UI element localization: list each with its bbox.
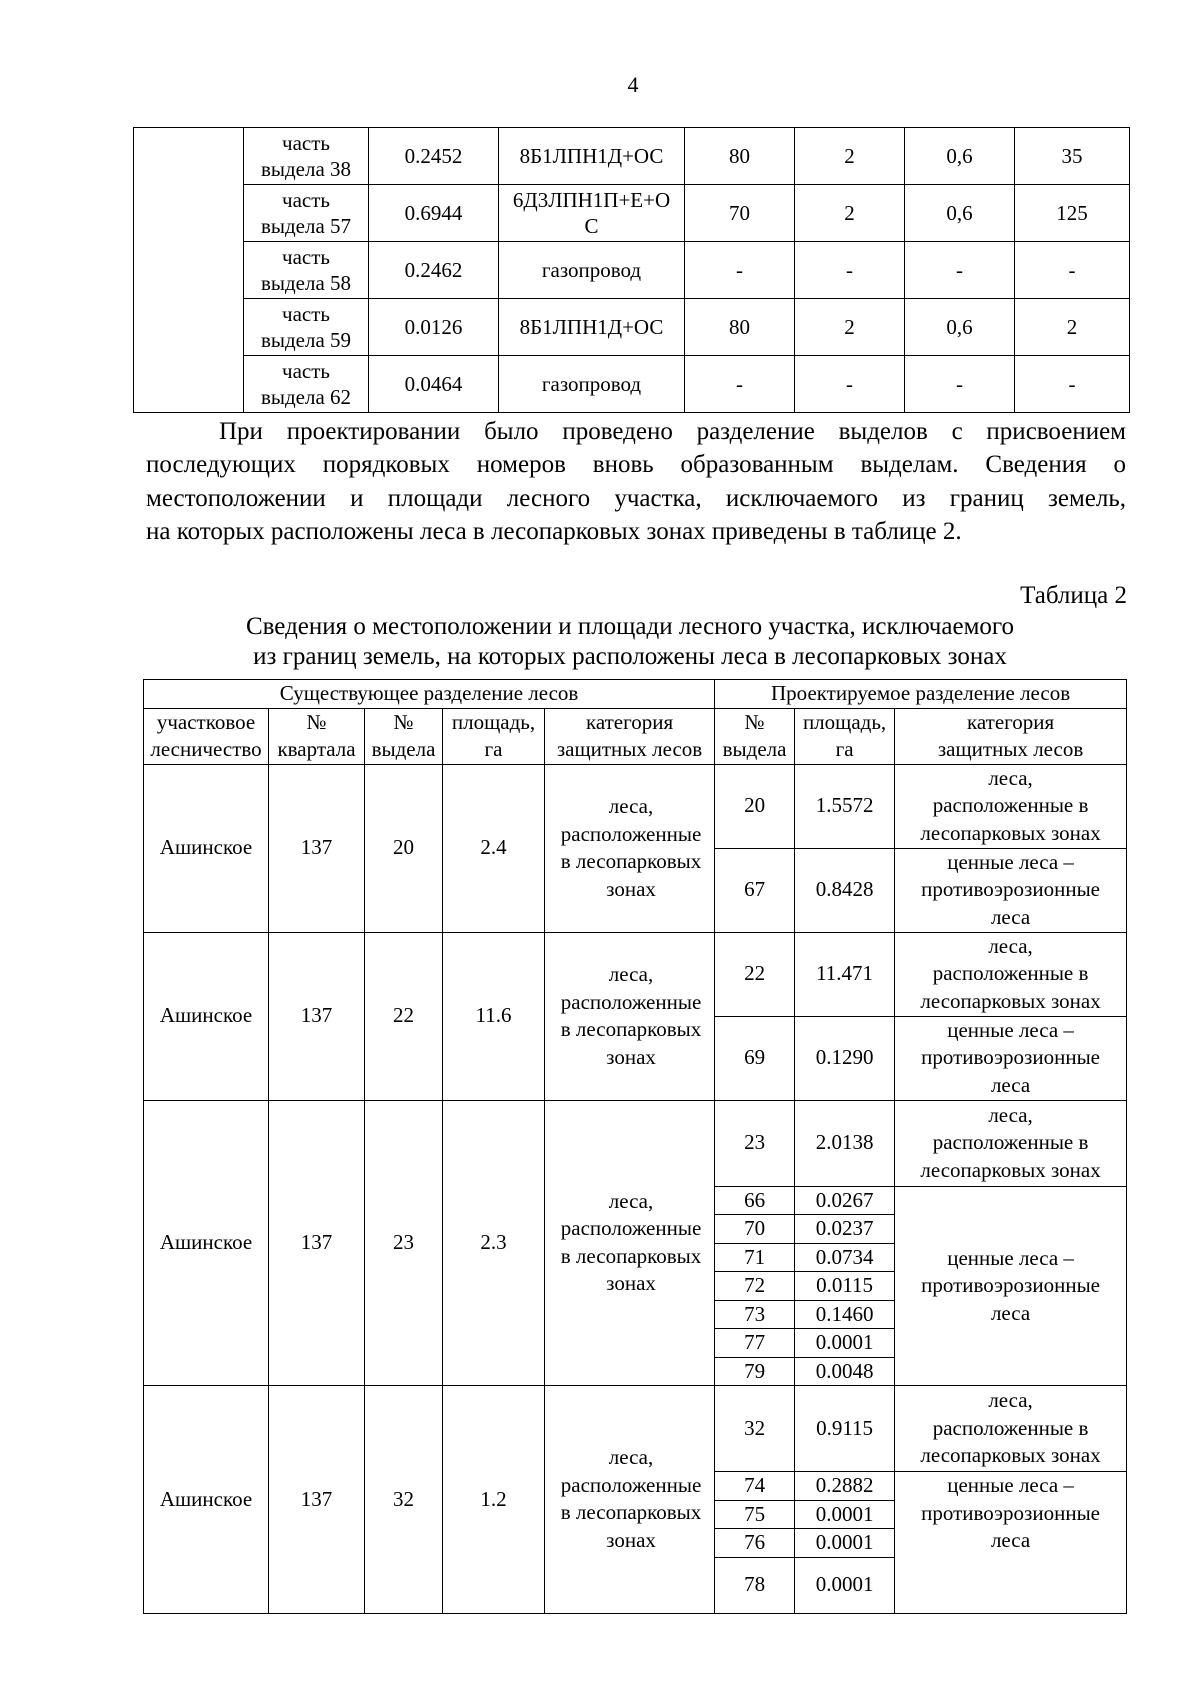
category-line: в лесопарковых bbox=[560, 1243, 702, 1268]
header-line: № bbox=[393, 709, 414, 734]
new-plot-cell: 73 bbox=[715, 1300, 795, 1329]
new-area-cell: 0.0115 bbox=[795, 1272, 895, 1301]
new-area-cell: 0.1290 bbox=[795, 1016, 895, 1100]
header-line: га bbox=[835, 737, 854, 761]
area-cell: 0.6944 bbox=[369, 185, 499, 242]
forestry-cell: Ашинское bbox=[144, 1100, 269, 1386]
category-line: расположенные bbox=[560, 1472, 702, 1497]
header-line: участковое bbox=[156, 709, 256, 734]
existing-division-header: Существующее разделение лесов bbox=[144, 680, 715, 709]
category-line: лесопарковых зонах bbox=[920, 988, 1101, 1013]
header-line: защитных лесов bbox=[556, 737, 703, 761]
paragraph-line: на которых расположены леса в лесопарковых зонах приведены в таблице 2. bbox=[146, 517, 962, 545]
area-cell: 1.2 bbox=[443, 1386, 545, 1614]
plot-name-line: часть bbox=[282, 131, 330, 155]
density-cell: - bbox=[905, 242, 1015, 299]
category-line: расположенные в bbox=[932, 961, 1089, 986]
category-line: леса, bbox=[608, 794, 654, 818]
area-cell: 11.6 bbox=[443, 932, 545, 1100]
new-plot-cell: 67 bbox=[715, 848, 795, 932]
category-line: противоэрозионные bbox=[921, 1273, 1100, 1297]
new-plot-cell: 77 bbox=[715, 1329, 795, 1358]
new-area-cell: 0.0267 bbox=[795, 1186, 895, 1215]
category-line: леса bbox=[990, 1528, 1031, 1552]
plot-name-line: выдела 59 bbox=[260, 328, 352, 352]
category-line: ценные леса – bbox=[947, 849, 1074, 874]
category-cell bbox=[545, 1386, 715, 1614]
category-line: зонах bbox=[606, 1271, 656, 1296]
category-line: лесопарковых зонах bbox=[920, 1443, 1101, 1468]
new-area-cell: 0.0001 bbox=[795, 1500, 895, 1529]
category-line: расположенные в bbox=[932, 1415, 1089, 1440]
composition-cell: 8Б1ЛПН1Д+ОС bbox=[499, 299, 685, 356]
age-cell: - bbox=[685, 356, 795, 413]
category-line: противоэрозионные bbox=[921, 1500, 1100, 1525]
new-category-cell bbox=[895, 932, 1127, 1016]
category-line: леса, bbox=[988, 765, 1033, 790]
new-area-cell: 2.0138 bbox=[795, 1100, 895, 1186]
new-plot-cell: 70 bbox=[715, 1215, 795, 1244]
paragraph-line: При проектировании было проведено разделение выделов с присвоением bbox=[219, 418, 1126, 445]
quarter-cell: 137 bbox=[269, 764, 365, 932]
stock-cell: 125 bbox=[1015, 185, 1130, 242]
category-line: леса, bbox=[608, 1445, 654, 1470]
plot-name-cell bbox=[244, 242, 369, 299]
category-line: леса bbox=[990, 1300, 1031, 1325]
new-category-cell bbox=[895, 1472, 1127, 1614]
header-line: защитных лесов bbox=[937, 737, 1084, 761]
new-category-cell bbox=[895, 764, 1127, 848]
column-header bbox=[365, 708, 443, 764]
new-area-cell: 0.0048 bbox=[795, 1357, 895, 1386]
new-area-cell: 11.471 bbox=[795, 932, 895, 1016]
category-line: зонах bbox=[606, 1044, 656, 1069]
empty-cell bbox=[134, 128, 244, 413]
category-line: расположенные bbox=[560, 821, 702, 846]
header-line: площадь, bbox=[451, 709, 536, 734]
class-cell: - bbox=[795, 242, 905, 299]
column-header bbox=[545, 708, 715, 764]
header-line: выдела bbox=[722, 737, 787, 761]
new-category-cell bbox=[895, 1016, 1127, 1100]
plot-name-line: часть bbox=[282, 245, 330, 269]
projected-division-header: Проектируемое разделение лесов bbox=[715, 680, 1127, 709]
plot-cell: 22 bbox=[365, 932, 443, 1100]
category-line: расположенные bbox=[560, 1216, 702, 1241]
category-line: противоэрозионные bbox=[921, 1045, 1100, 1070]
plot-name-line: выдела 38 bbox=[260, 157, 352, 181]
table-2-title-line: из границ земель, на которых расположены леса в лесопарковых зонах bbox=[253, 643, 1007, 670]
header-line: категория bbox=[967, 709, 1055, 734]
new-area-cell: 0.0734 bbox=[795, 1243, 895, 1272]
header-line: квартала bbox=[277, 737, 356, 761]
new-plot-cell: 69 bbox=[715, 1016, 795, 1100]
column-header bbox=[144, 708, 269, 764]
plot-cell: 20 bbox=[365, 764, 443, 932]
stock-cell: - bbox=[1015, 242, 1130, 299]
composition-cell bbox=[499, 185, 685, 242]
new-plot-cell: 71 bbox=[715, 1243, 795, 1272]
header-line: площадь, bbox=[802, 709, 887, 734]
column-header bbox=[715, 708, 795, 764]
category-line: в лесопарковых bbox=[560, 1017, 702, 1041]
new-plot-cell: 76 bbox=[715, 1529, 795, 1558]
class-cell: 2 bbox=[795, 128, 905, 185]
category-line: леса, bbox=[988, 1102, 1033, 1127]
new-plot-cell: 22 bbox=[715, 932, 795, 1016]
age-cell: 80 bbox=[685, 128, 795, 185]
plot-name-cell bbox=[244, 128, 369, 185]
composition-line: 6Д3ЛПН1П+Е+О bbox=[512, 188, 671, 212]
category-line: леса, bbox=[608, 1188, 654, 1213]
column-header bbox=[895, 708, 1127, 764]
age-cell: 70 bbox=[685, 185, 795, 242]
table-2-title bbox=[130, 612, 1130, 672]
table-2 bbox=[143, 679, 1127, 1614]
category-line: леса bbox=[990, 1072, 1031, 1097]
category-line: леса, bbox=[988, 933, 1033, 958]
category-line: в лесопарковых bbox=[560, 1500, 702, 1525]
new-plot-cell: 32 bbox=[715, 1386, 795, 1472]
stock-cell: 35 bbox=[1015, 128, 1130, 185]
paragraph-line: местоположении и площади лесного участка, исключаемого из границ земель, bbox=[146, 484, 1126, 512]
quarter-cell: 137 bbox=[269, 932, 365, 1100]
plot-name-line: выдела 62 bbox=[260, 385, 352, 409]
category-line: лесопарковых зонах bbox=[920, 1157, 1101, 1182]
quarter-cell: 137 bbox=[269, 1386, 365, 1614]
area-cell: 0.2462 bbox=[369, 242, 499, 299]
area-cell: 2.4 bbox=[443, 764, 545, 932]
new-plot-cell: 75 bbox=[715, 1500, 795, 1529]
stock-cell: - bbox=[1015, 356, 1130, 413]
header-line: выдела bbox=[371, 737, 436, 761]
age-cell: - bbox=[685, 242, 795, 299]
forestry-cell: Ашинское bbox=[144, 1386, 269, 1614]
category-cell bbox=[545, 932, 715, 1100]
category-line: зонах bbox=[606, 1527, 656, 1552]
plot-cell: 23 bbox=[365, 1100, 443, 1386]
plot-name-line: выдела 58 bbox=[260, 271, 352, 295]
new-category-cell bbox=[895, 1386, 1127, 1472]
category-line: леса, bbox=[608, 962, 654, 986]
header-line: № bbox=[744, 709, 765, 734]
plot-name-line: часть bbox=[282, 302, 330, 326]
new-plot-cell: 66 bbox=[715, 1186, 795, 1215]
class-cell: - bbox=[795, 356, 905, 413]
new-plot-cell: 74 bbox=[715, 1472, 795, 1501]
density-cell: - bbox=[905, 356, 1015, 413]
composition-cell: газопровод bbox=[499, 356, 685, 413]
category-line: ценные леса – bbox=[947, 1017, 1074, 1042]
new-area-cell: 0.2882 bbox=[795, 1472, 895, 1501]
area-cell: 2.3 bbox=[443, 1100, 545, 1386]
category-cell bbox=[545, 764, 715, 932]
plot-cell: 32 bbox=[365, 1386, 443, 1614]
new-area-cell: 1.5572 bbox=[795, 764, 895, 848]
category-line: противоэрозионные bbox=[921, 877, 1100, 902]
new-category-cell bbox=[895, 1100, 1127, 1186]
plot-name-line: часть bbox=[282, 188, 330, 212]
area-cell: 0.0464 bbox=[369, 356, 499, 413]
new-area-cell: 0.0001 bbox=[795, 1329, 895, 1358]
category-line: ценные леса – bbox=[947, 1245, 1074, 1270]
column-header bbox=[795, 708, 895, 764]
plot-name-line: часть bbox=[282, 359, 330, 383]
composition-cell: газопровод bbox=[499, 242, 685, 299]
new-category-cell bbox=[895, 1186, 1127, 1386]
category-line: зонах bbox=[606, 876, 656, 901]
new-category-cell bbox=[895, 848, 1127, 932]
plot-name-cell bbox=[244, 299, 369, 356]
page-number: 4 bbox=[627, 72, 639, 97]
composition-cell: 8Б1ЛПН1Д+ОС bbox=[499, 128, 685, 185]
category-line: лесопарковых зонах bbox=[920, 820, 1101, 845]
paragraph-line: последующих порядковых номеров вновь образованным выделам. Сведения о bbox=[146, 451, 1126, 479]
table-2-label: Таблица 2 bbox=[1020, 582, 1127, 609]
category-line: леса bbox=[990, 904, 1031, 929]
category-cell bbox=[545, 1100, 715, 1386]
header-line: № bbox=[306, 709, 327, 734]
category-line: расположенные в bbox=[932, 793, 1089, 818]
new-area-cell: 0.0237 bbox=[795, 1215, 895, 1244]
category-line: ценные леса – bbox=[947, 1473, 1074, 1497]
new-plot-cell: 23 bbox=[715, 1100, 795, 1186]
new-area-cell: 0.9115 bbox=[795, 1386, 895, 1472]
new-plot-cell: 72 bbox=[715, 1272, 795, 1301]
category-line: в лесопарковых bbox=[560, 849, 702, 873]
class-cell: 2 bbox=[795, 299, 905, 356]
stock-cell: 2 bbox=[1015, 299, 1130, 356]
table-1-continuation bbox=[133, 127, 1130, 413]
category-line: расположенные в bbox=[932, 1130, 1089, 1155]
table-2-title-line: Сведения о местоположении и площади лесного участка, исключаемого bbox=[245, 613, 1015, 640]
new-plot-cell: 78 bbox=[715, 1557, 795, 1613]
density-cell: 0,6 bbox=[905, 299, 1015, 356]
density-cell: 0,6 bbox=[905, 185, 1015, 242]
age-cell: 80 bbox=[685, 299, 795, 356]
forestry-cell: Ашинское bbox=[144, 764, 269, 932]
new-plot-cell: 79 bbox=[715, 1357, 795, 1386]
new-area-cell: 0.0001 bbox=[795, 1557, 895, 1613]
header-line: га bbox=[484, 737, 503, 761]
column-header bbox=[269, 708, 365, 764]
new-area-cell: 0.1460 bbox=[795, 1300, 895, 1329]
area-cell: 0.2452 bbox=[369, 128, 499, 185]
density-cell: 0,6 bbox=[905, 128, 1015, 185]
quarter-cell: 137 bbox=[269, 1100, 365, 1386]
composition-line: С bbox=[584, 214, 599, 238]
plot-name-cell bbox=[244, 356, 369, 413]
area-cell: 0.0126 bbox=[369, 299, 499, 356]
column-header bbox=[443, 708, 545, 764]
new-area-cell: 0.0001 bbox=[795, 1529, 895, 1558]
body-paragraph bbox=[146, 415, 1126, 548]
header-line: категория bbox=[585, 709, 674, 734]
plot-name-cell bbox=[244, 185, 369, 242]
category-line: леса, bbox=[988, 1388, 1033, 1413]
category-line: расположенные bbox=[560, 989, 702, 1014]
header-line: лесничество bbox=[150, 737, 262, 761]
plot-name-line: выдела 57 bbox=[260, 214, 352, 238]
new-plot-cell: 20 bbox=[715, 764, 795, 848]
class-cell: 2 bbox=[795, 185, 905, 242]
forestry-cell: Ашинское bbox=[144, 932, 269, 1100]
new-area-cell: 0.8428 bbox=[795, 848, 895, 932]
